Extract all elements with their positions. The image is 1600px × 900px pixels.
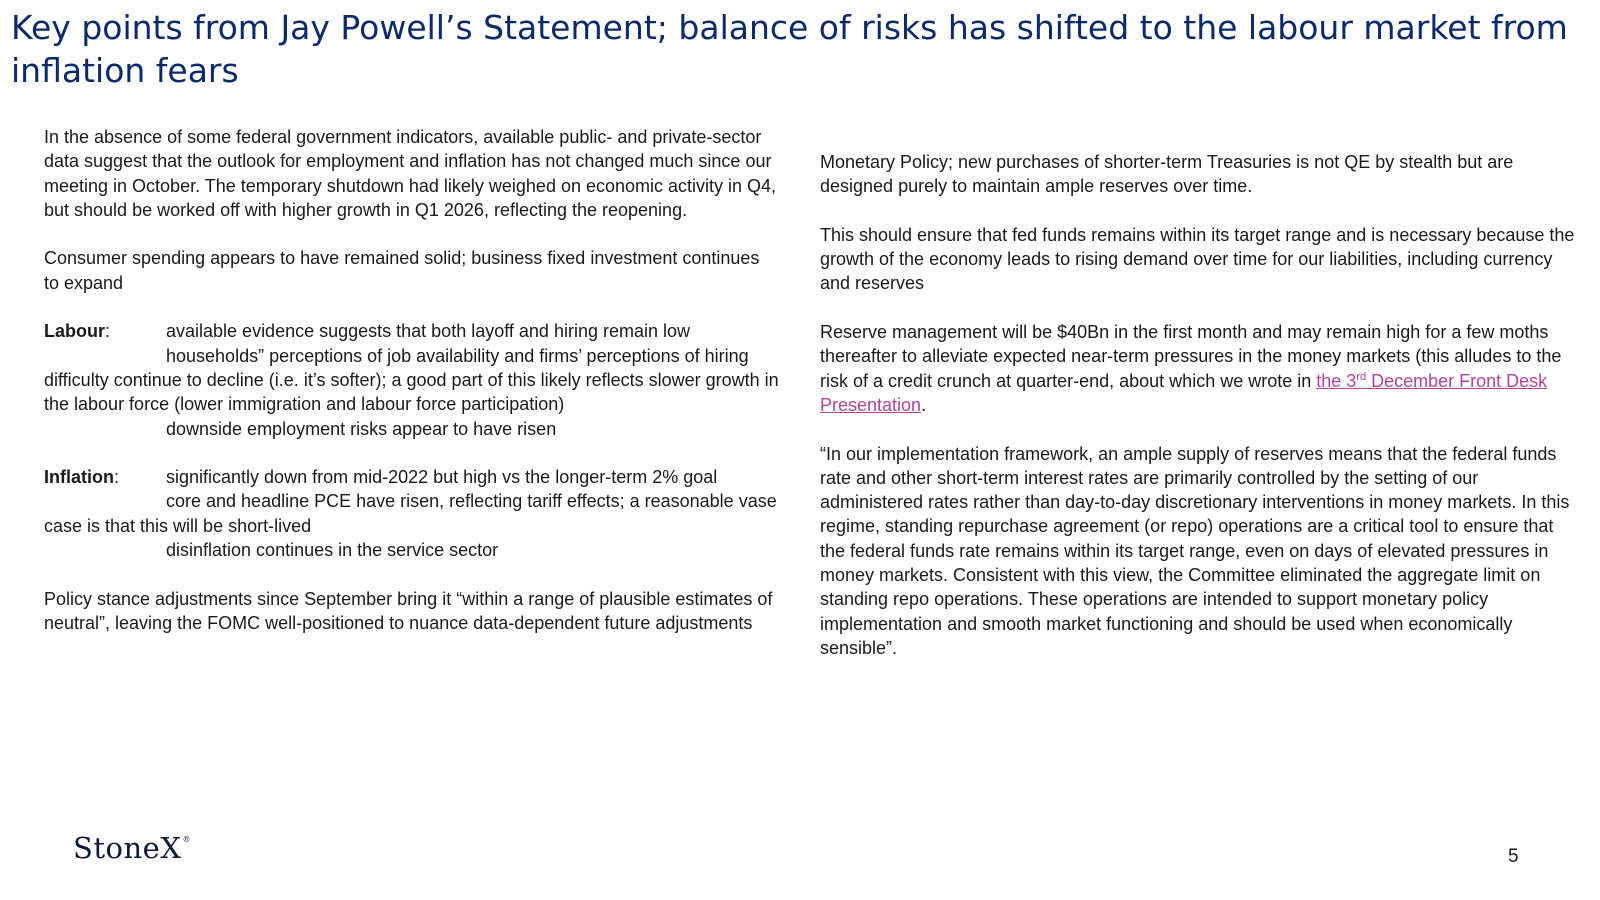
labour-point-3: downside employment risks appear to have risen <box>166 418 557 439</box>
inflation-point-1: significantly down from mid-2022 but high vs the longer-term 2% goal <box>166 467 718 488</box>
registered-mark: ® <box>182 835 191 844</box>
fed-funds-paragraph: This should ensure that fed funds remains within its target range and is necessary because the growth of the economy leads to rising demand over time for our liabilities, including currency and reserves <box>820 224 1575 294</box>
consumer-paragraph: Consumer spending appears to have remained solid; business fixed investment continues to expand <box>44 248 760 293</box>
right-column <box>820 150 1580 660</box>
labour-point-2-continued: hiring difficulty continue to decline (i.e. it’s softer); a good part of this likely reflects slower growth in the labour force (lower immigration and labour force participation) <box>44 345 779 415</box>
inflation-section <box>44 465 779 562</box>
labour-point-2: households” perceptions of job availability and firms’ perceptions of <box>166 345 700 366</box>
monetary-policy-paragraph: Monetary Policy; new purchases of shorter-term Treasuries is not QE by stealth but are designed purely to maintain ample reserves over time. <box>820 152 1514 197</box>
inflation-line-3 <box>44 538 779 562</box>
labour-line-1 <box>44 319 779 343</box>
labour-section <box>44 319 779 440</box>
page-number: 5 <box>1508 846 1519 867</box>
reserve-management-paragraph: Reserve management will be $40Bn in the first month and may remain high for a few moths thereafter to alleviate expected near-term pressures in the money markets (this alludes to the risk of a credit crunch at quarter-end, about which we wrote in the 3rd December Front Desk Presentation. <box>820 322 1562 415</box>
front-desk-presentation-link[interactable]: the 3rd December Front Desk Presentation <box>820 370 1548 415</box>
labour-point-1: available evidence suggests that both layoff and hiring remain low <box>166 321 690 342</box>
slide-title: Key points from Jay Powell’s Statement; balance of risks has shifted to the labour market from inflation fears <box>11 8 1568 90</box>
policy-paragraph: Policy stance adjustments since September bring it “within a range of plausible estimates of neutral”, leaving the FOMC well-positioned to nuance data-dependent future adjustments <box>44 588 773 633</box>
inflation-point-2: core and headline PCE have risen, reflecting tariff effects; a reasonable <box>166 491 734 512</box>
implementation-quote-paragraph: “In our implementation framework, an ample supply of reserves means that the federal funds rate and other short-term interest rates are primarily controlled by the setting of our administered rates rather than day-to-day discretionary interventions in money markets. In this regime, standing repurchase agreement (or repo) operations are a critical tool to ensure that the federal funds rate remains within its target range, even on days of elevated pressures in money markets. Consistent with this view, the Committee eliminated the aggregate limit on standing repo operations. These operations are intended to support monetary policy implementation and smooth market functioning and should be used when economically sensible”. <box>820 443 1570 658</box>
inflation-point-2-continued: vase case is that this will be short-lived <box>44 491 777 536</box>
labour-line-3 <box>44 417 779 441</box>
inflation-line-2 <box>44 489 779 538</box>
left-column <box>44 125 779 635</box>
intro-paragraph: In the absence of some federal government indicators, available public- and private-sector data suggest that the outlook for employment and inflation has not changed much since our meeting in October. The temporary shutdown had likely weighed on economic activity in Q4, but should be worked off with higher growth in Q1 2026, reflecting the reopening. <box>44 127 777 220</box>
labour-line-2 <box>44 344 779 417</box>
inflation-point-3: disinflation continues in the service sector <box>166 540 499 561</box>
stonex-logo: StoneX® <box>73 831 191 865</box>
inflation-label: Inflation: <box>44 467 120 488</box>
labour-label: Labour: <box>44 321 111 342</box>
inflation-line-1 <box>44 465 779 489</box>
